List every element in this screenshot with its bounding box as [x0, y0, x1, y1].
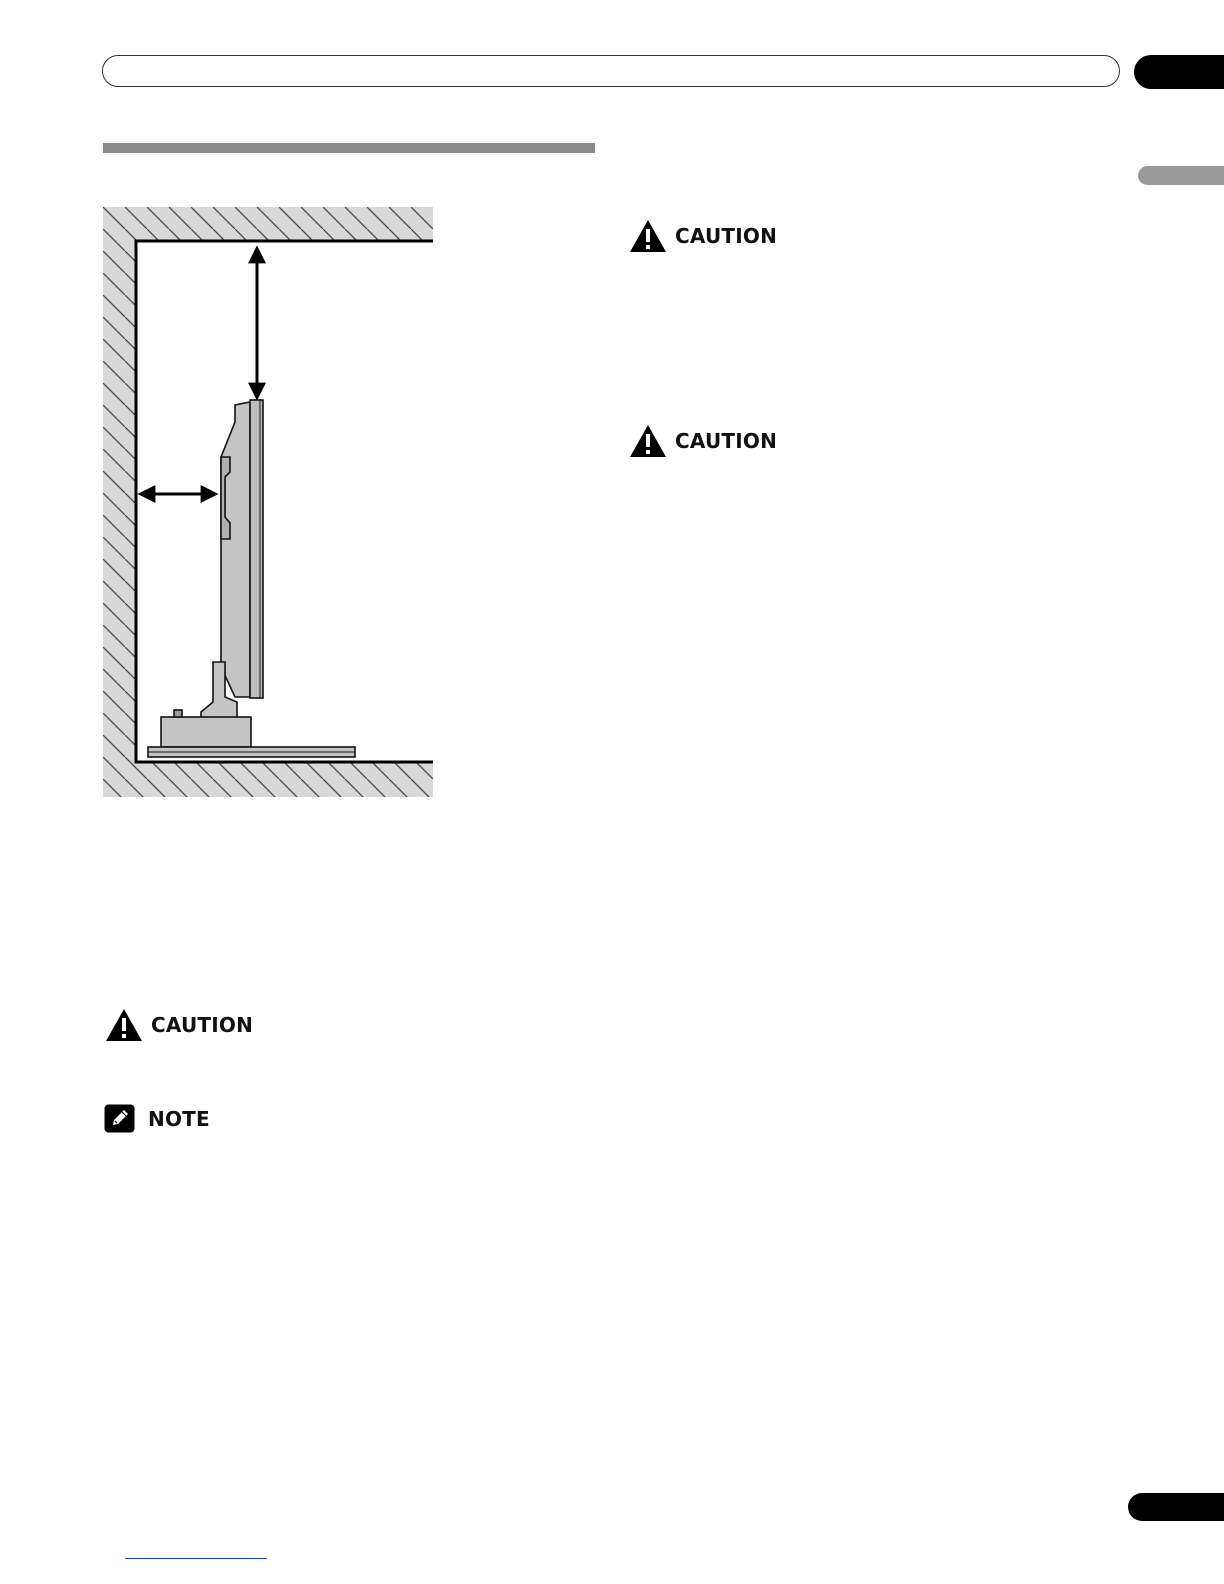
caution-label [629, 424, 777, 458]
warning-triangle-icon [629, 424, 667, 458]
section-heading-rule [103, 143, 595, 153]
warning-triangle-icon [105, 1008, 143, 1042]
note-text: NOTE [148, 1106, 210, 1131]
caution-text: CAUTION [151, 1013, 254, 1037]
header-bar [102, 55, 1120, 87]
caution-label [105, 1008, 253, 1042]
page-number-tab [1128, 1493, 1224, 1521]
pencil-note-icon [104, 1104, 135, 1133]
warning-triangle-icon [629, 219, 667, 253]
language-tab [1138, 166, 1224, 185]
clearance-illustration [103, 207, 433, 802]
caution-label [629, 219, 777, 253]
footer-link[interactable] [125, 1558, 267, 1559]
caution-text: CAUTION [675, 429, 778, 453]
chapter-tab [1134, 55, 1224, 89]
note-label [104, 1104, 210, 1133]
caution-text: CAUTION [675, 224, 778, 248]
